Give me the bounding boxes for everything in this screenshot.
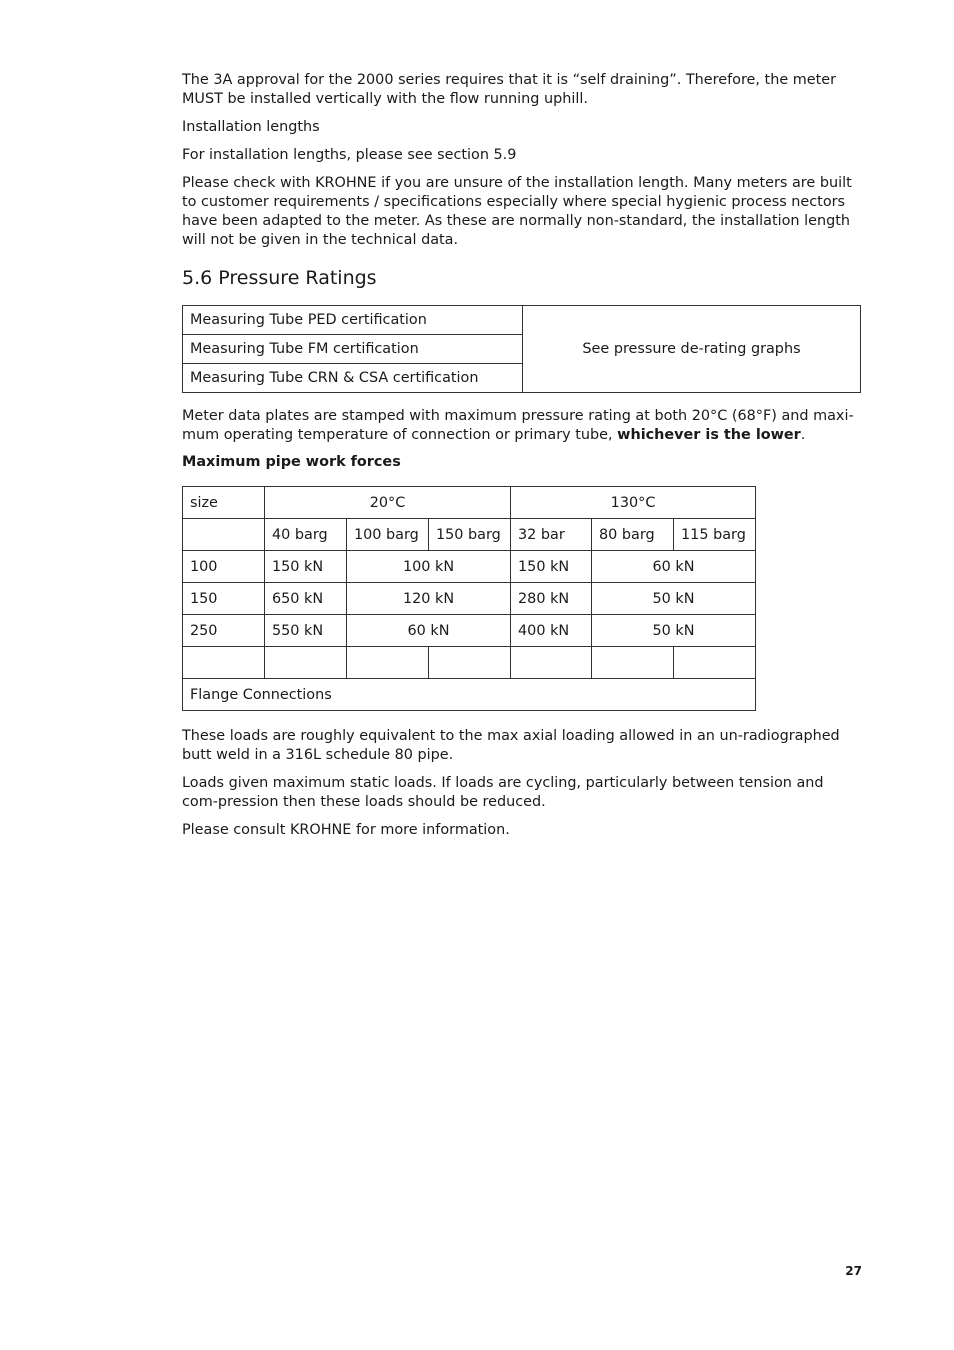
force-cell: 550 kN <box>265 615 347 647</box>
static-loads-paragraph: Loads given maximum static loads. If loads are cycling, particularly between tension and com-pression then these loads should be reduced. <box>182 775 824 810</box>
table-row <box>183 615 756 647</box>
size-header: size <box>183 487 265 519</box>
force-cell: 650 kN <box>265 583 347 615</box>
table-row <box>183 487 756 519</box>
force-cell: 150 kN <box>265 551 347 583</box>
page-number: 27 <box>845 1264 862 1278</box>
consult-paragraph: Please consult KROHNE for more information. <box>182 822 510 838</box>
force-cell: 60 kN <box>347 615 511 647</box>
pressure-header: 100 barg <box>347 519 429 551</box>
certification-cell: Measuring Tube CRN & CSA certification <box>183 364 523 393</box>
data-plates-emphasis: whichever is the lower <box>617 427 801 443</box>
force-cell: 50 kN <box>592 615 756 647</box>
empty-cell <box>183 519 265 551</box>
certification-cell: Measuring Tube FM certification <box>183 335 523 364</box>
page-content <box>182 71 862 840</box>
size-cell: 100 <box>183 551 265 583</box>
pressure-header: 150 barg <box>429 519 511 551</box>
table-row <box>183 519 756 551</box>
empty-cell <box>265 647 347 679</box>
force-cell: 50 kN <box>592 583 756 615</box>
empty-cell <box>183 647 265 679</box>
empty-cell <box>592 647 674 679</box>
force-cell: 100 kN <box>347 551 511 583</box>
force-cell: 400 kN <box>511 615 592 647</box>
force-cell: 280 kN <box>511 583 592 615</box>
intro-paragraph-approval: The 3A approval for the 2000 series requires that it is “self draining”. Therefore, the meter MUST be installed vertically with the flow running uphill. <box>182 72 837 107</box>
pressure-header: 80 barg <box>592 519 674 551</box>
size-cell: 150 <box>183 583 265 615</box>
certification-cell: Measuring Tube PED certification <box>183 306 523 335</box>
temperature-130-header: 130°C <box>511 487 756 519</box>
data-plates-paragraph <box>182 407 862 445</box>
pressure-header: 32 bar <box>511 519 592 551</box>
pressure-ratings-table <box>182 305 861 393</box>
table-row <box>183 583 756 615</box>
table-row <box>183 551 756 583</box>
empty-cell <box>674 647 756 679</box>
pressure-header: 115 barg <box>674 519 756 551</box>
empty-cell <box>347 647 429 679</box>
loads-equivalence-paragraph: These loads are roughly equivalent to the max axial loading allowed in an un-radiographed butt weld in a 316L schedule 80 pipe. <box>182 728 840 763</box>
data-plates-text: Meter data plates are stamped with maximum pressure rating at both 20°C (68°F) and maxi-mum operating temperature of connection or primary tube, <box>182 408 854 443</box>
installation-length-note: Please check with KROHNE if you are unsure of the installation length. Many meters are built to customer requirements / specifications especially where special hygienic process nectors have been adapted to the meter. As these are normally non-standard, the installation length will not be given in the technical data. <box>182 175 852 248</box>
force-cell: 120 kN <box>347 583 511 615</box>
installation-lengths-reference: For installation lengths, please see section 5.9 <box>182 147 517 163</box>
pipe-forces-table <box>182 486 756 711</box>
empty-cell <box>429 647 511 679</box>
pressure-header: 40 barg <box>265 519 347 551</box>
temperature-20-header: 20°C <box>265 487 511 519</box>
force-cell: 60 kN <box>592 551 756 583</box>
force-cell: 150 kN <box>511 551 592 583</box>
table-row <box>183 679 756 711</box>
table-row <box>183 306 861 335</box>
size-cell: 250 <box>183 615 265 647</box>
empty-cell <box>511 647 592 679</box>
table-row <box>183 647 756 679</box>
pipe-forces-title: Maximum pipe work forces <box>182 454 401 470</box>
table-footer-note: Flange Connections <box>183 679 756 711</box>
pressure-rating-value: See pressure de-rating graphs <box>523 306 861 393</box>
data-plates-end: . <box>800 427 806 443</box>
section-title: 5.6 Pressure Ratings <box>182 267 377 289</box>
installation-lengths-heading: Installation lengths <box>182 119 320 135</box>
